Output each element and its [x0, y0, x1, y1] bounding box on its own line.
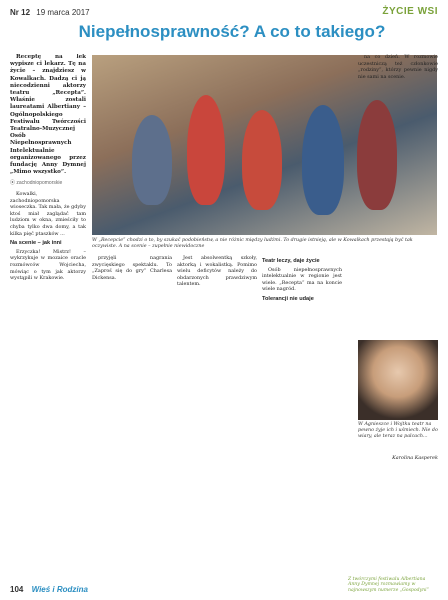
magazine-name: Wieś i Rodzina: [31, 585, 88, 594]
column-2: [92, 255, 172, 585]
article-title: Niepełnosprawność? A co to takiego?: [78, 22, 386, 41]
source-label: zachodniopomorskie: [16, 180, 63, 187]
body-text: Erzyczka! Mistrz! – wykrzykuje w mozaice oracle rozmówców Wojciecha, mówiąc o tym jak aktorzy wystąpili w Krakowie.: [10, 248, 86, 282]
author-block: [358, 455, 438, 495]
column-5: [358, 54, 438, 334]
photo-caption: W „Recepcie” chodzi o to, by szukać podobieństw, a nie różnic między ludźmi. To drugie istnieją, ale w Kowalkach przestają być tak oczywiste. A na scenie – zupełnie niewidoczne: [92, 238, 413, 249]
page-footer: [10, 585, 88, 594]
body-text: Osób niepełnosprawnych intelektualnie w regionie jest wiele. „Recepta” ma na koncie wiele nagród.: [262, 266, 342, 293]
body-text: przyjęli nagrania zwycięskiego spektaklu. To „Zaproś się do gry” Charlesa Dickensa.: [92, 255, 172, 281]
lead-paragraph: Receptę na lek wypisze ci lekarz. Tę na życie – znajdziesz w Kowalkach. Dadzą ci ją niecodzienni aktorzy teatru „Recepta”. Właśnie zostali laureatami Albertiany – Ogólnopolskiego Festiwalu Twórczości Teatralno-Muzycznej Osób Niepełnosprawnych Intelektualnie organizowanego przez fundację Anny Dymnej „Mimo wszystko”.: [10, 54, 86, 176]
column-3: [177, 255, 257, 585]
section-label: ŻYCIE WSI: [382, 6, 438, 17]
page-number: 104: [10, 585, 24, 594]
subheading: Teatr leczy, daje życie: [262, 258, 320, 264]
portrait-photo: [358, 340, 438, 420]
body-text: Kowalki, zachodniopomorska wioseczka. Tak mała, że gdyby ktoś miał zaglądać tam ludziom w okna, zmieściły to chyba tylko dwa domy, a tak kilka pięć ptaszków ...: [10, 191, 86, 237]
portrait-caption: W Agnieszce i Wojtku teatr na pewno żyje ich i uśmiech. Nie do wiary, ale teraz na palcach...: [358, 422, 438, 439]
author-name: Karolina Kasperek: [392, 455, 438, 461]
issue-date: 19 marca 2017: [36, 8, 90, 17]
subheading: Na scenie – jak inni: [10, 240, 62, 247]
page-header: [10, 8, 438, 22]
issue-number: Nr 12: [10, 8, 31, 17]
footnote: Z twórczymi festiwalu Albertiana Anny Dymnej rozmawiamy w najnowszym numerze „Gospodyni”: [348, 576, 429, 594]
body-text: na co dzień. W rozmowie uczestniczą też członkowie „rodziny”, którzy pewnie nigdy nie sami na scenie.: [358, 54, 438, 80]
column-4: [262, 255, 342, 585]
body-text: Jest absolwentką szkoły, aktorką i wokalistką. Pomimo wielu deficytów należy do obdarzonych prawdziwym talentem.: [177, 255, 257, 288]
column-1: [10, 54, 86, 574]
source-tag: ⦿ zachodniopomorskie: [10, 180, 63, 187]
subheading: Tolerancji nie udaje: [262, 295, 314, 302]
